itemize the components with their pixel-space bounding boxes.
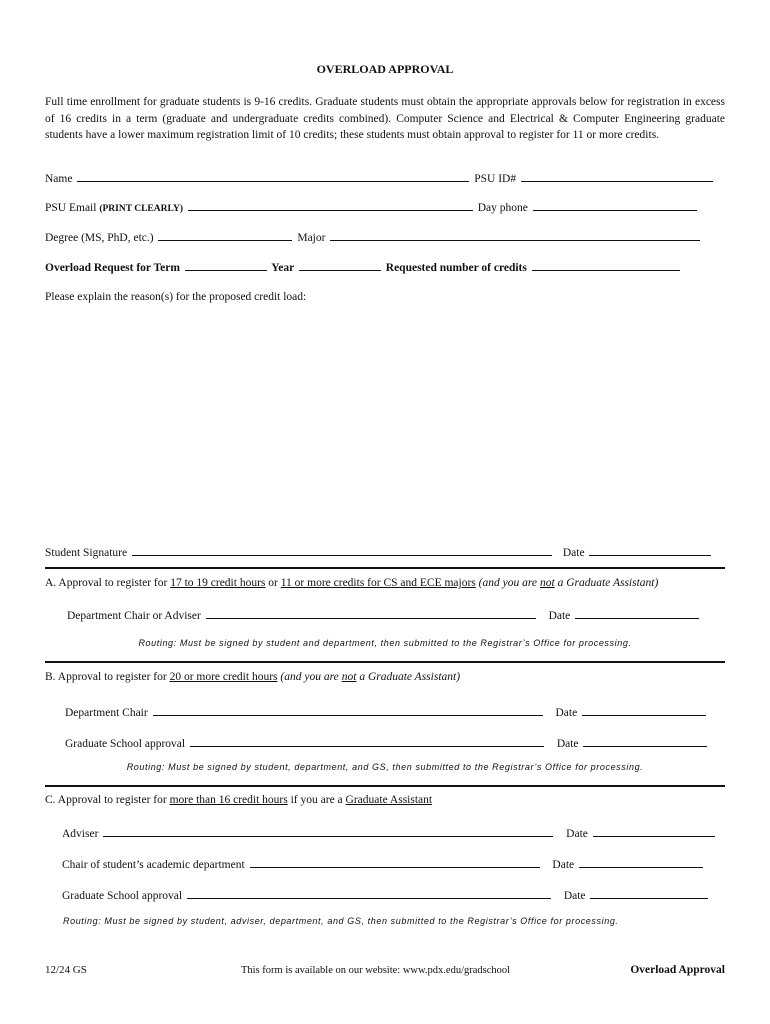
section-a-note-post: a Graduate Assistant) [557,577,659,589]
major-label: Major [297,232,326,244]
student-signature-field[interactable] [132,545,552,556]
section-b-chair-label: Department Chair [65,707,148,719]
year-field[interactable] [299,260,381,271]
section-b-routing: Routing: Must be signed by student, department, and GS, then submitted to the Registrar’s Office for processing. [126,762,644,772]
section-c-ga: Graduate Assistant [345,794,433,806]
student-signature-row [45,545,725,559]
section-b-prefix: B. Approval to register for [45,671,167,683]
section-c-gs-row [45,888,725,902]
explanation-area[interactable] [45,310,725,538]
date-label: Date [556,738,579,750]
degree-field[interactable] [158,230,292,241]
section-b-note-post: a Graduate Assistant) [359,671,461,683]
date-label: Date [548,610,571,622]
section-c-adviser-label: Adviser [62,828,99,840]
overload-term-field[interactable] [185,260,267,271]
section-a-chair-signature[interactable] [206,608,536,619]
major-field[interactable] [330,230,700,241]
form-title: OVERLOAD APPROVAL [316,62,454,76]
degree-row [45,230,725,244]
section-c-adviser-row [45,826,725,840]
section-b-gs-date-field[interactable] [583,736,707,747]
day-phone-label: Day phone [477,202,528,214]
section-c-chair-date-field[interactable] [579,857,703,868]
section-b-heading [45,671,725,683]
email-label: PSU Email [45,202,97,214]
section-a-cs-ece: 11 or more credits for CS and ECE majors [280,577,476,589]
print-clearly-note: (PRINT CLEARLY) [99,204,183,214]
section-c-chair-row [45,857,725,871]
section-a-note-pre: (and you are [478,577,537,589]
year-label: Year [271,262,295,274]
section-c-gs-signature[interactable] [187,888,551,899]
section-b-gs-label: Graduate School approval [65,738,186,750]
footer-code: 12/24 GS [45,964,87,976]
psu-id-label: PSU ID# [474,173,517,185]
section-c-adviser-signature[interactable] [103,826,553,837]
section-b-chair-row [45,705,725,719]
section-c-gs-label: Graduate School approval [62,890,183,902]
degree-label: Degree (MS, PhD, etc.) [45,232,154,244]
date-label: Date [562,547,585,559]
section-a-chair-row [45,608,725,622]
footer-website: This form is available on our website: www.pdx.edu/gradschool [241,965,511,976]
section-b-note-pre: (and you are [280,671,339,683]
section-b-gs-row [45,736,725,750]
section-a-prefix: A. Approval to register for [45,577,168,589]
date-label: Date [552,859,575,871]
date-label: Date [566,828,588,840]
student-signature-label: Student Signature [45,547,128,559]
divider [45,785,725,787]
section-c-mid: if you are a [290,794,343,806]
requested-credits-label: Requested number of credits [385,262,527,274]
day-phone-field[interactable] [533,200,697,211]
section-b-not: not [341,671,357,683]
section-a-heading [45,577,725,589]
date-label: Date [563,890,586,902]
section-a-routing: Routing: Must be signed by student and department, then submitted to the Registrar’s Office for processing. [138,638,632,648]
section-c-routing: Routing: Must be signed by student, adviser, department, and GS, then submitted to the Registrar’s Office for processing. [63,916,619,926]
date-label: Date [555,707,578,719]
section-b-hours: 20 or more credit hours [169,671,278,683]
name-label: Name [45,173,73,185]
intro-paragraph: Full time enrollment for graduate students is 9-16 credits. Graduate students must obtain the appropriate approvals below for registration in excess of 16 credits in a term (graduate and undergraduate credits combined). Computer Science and Electrical & Computer Engineering graduate students have a lower maximum registration limit of 10 credits; these students must obtain approval to register for 11 or more credits. [45,96,725,141]
divider [45,661,725,663]
psu-id-field[interactable] [521,171,713,182]
section-c-prefix: C. Approval to register for [45,794,167,806]
section-c-heading [45,794,725,806]
section-c-adviser-date-field[interactable] [593,826,715,837]
section-b-chair-date-field[interactable] [582,705,706,716]
section-c-chair-signature[interactable] [250,857,540,868]
section-c-hours: more than 16 credit hours [169,794,288,806]
divider [45,567,725,569]
requested-credits-field[interactable] [532,260,680,271]
email-field[interactable] [188,200,473,211]
section-c-gs-date-field[interactable] [590,888,708,899]
section-a-date-field[interactable] [575,608,699,619]
section-b-gs-signature[interactable] [190,736,544,747]
student-date-field[interactable] [589,545,711,556]
email-row [45,200,725,214]
overload-term-row [45,260,725,274]
section-a-hours: 17 to 19 credit hours [170,577,266,589]
section-a-chair-label: Department Chair or Adviser [67,610,201,622]
overload-term-label: Overload Request for Term [45,262,180,274]
section-a-or: or [268,577,278,589]
section-c-chair-label: Chair of student’s academic department [62,859,245,871]
section-b-chair-signature[interactable] [153,705,543,716]
footer-form-name: Overload Approval [630,964,725,976]
name-row [45,171,725,185]
section-a-not: not [540,577,555,589]
explain-label: Please explain the reason(s) for the proposed credit load: [45,291,307,303]
name-field[interactable] [77,171,469,182]
